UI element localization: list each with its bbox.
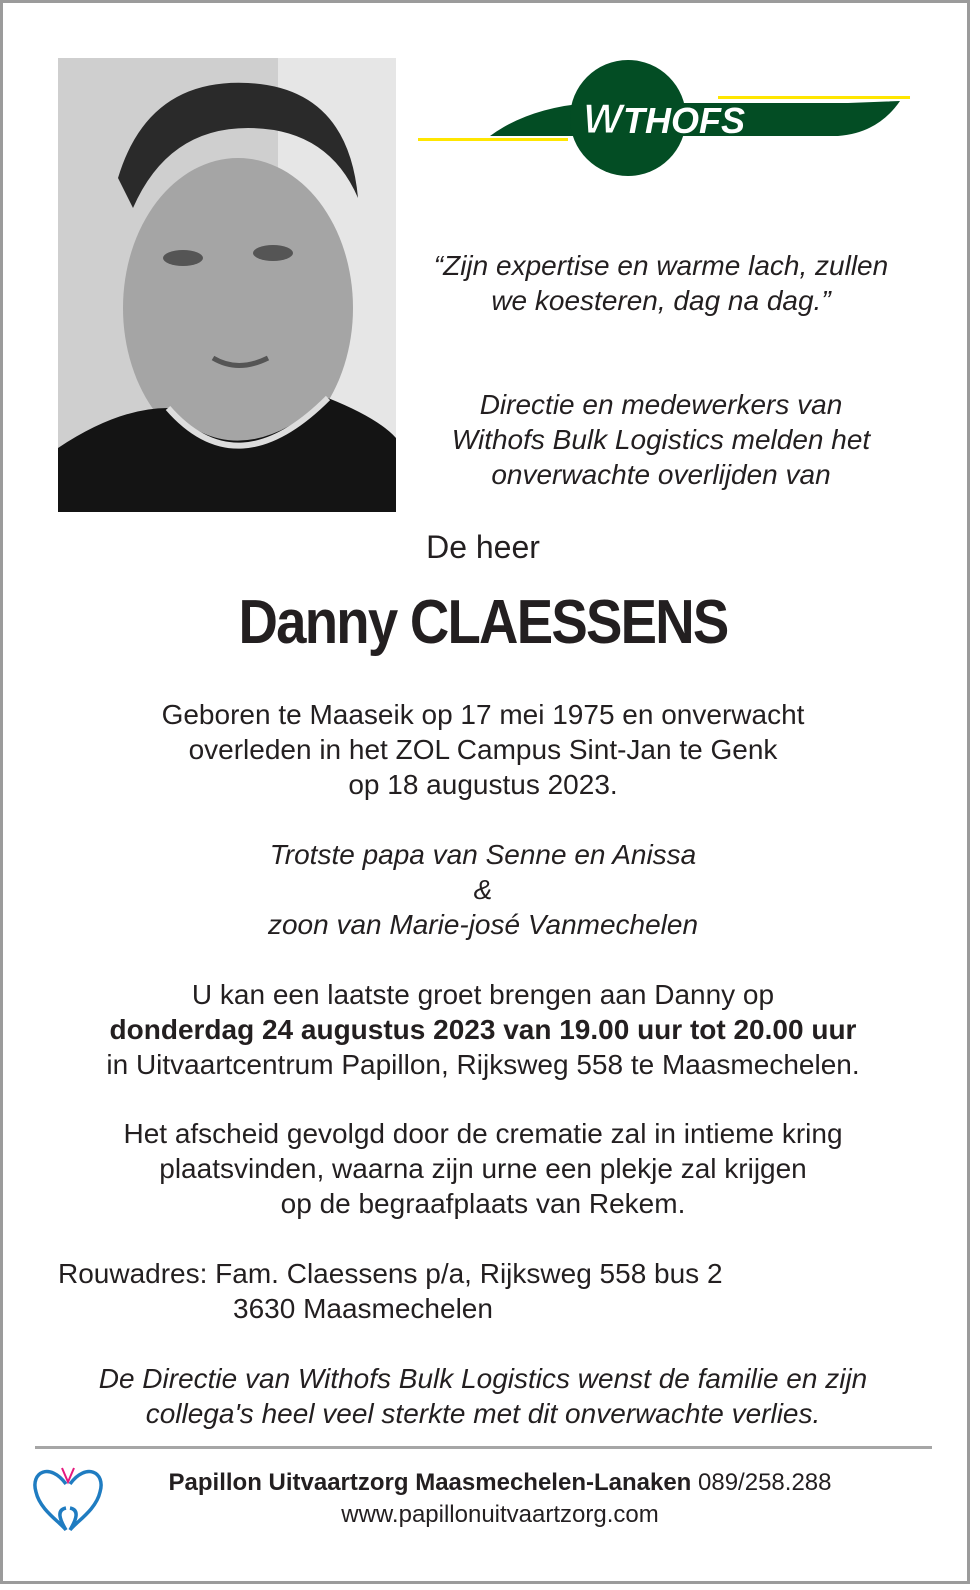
- portrait-photo: [58, 58, 396, 512]
- papillon-butterfly-icon: [30, 1462, 110, 1540]
- withofs-logo: [418, 58, 910, 178]
- quote-line: we koesteren, dag na dag.”: [491, 285, 831, 316]
- announcement-line: onverwachte overlijden van: [491, 459, 831, 490]
- farewell-line: plaatsvinden, waarna zijn urne een plekje zal krijgen: [159, 1153, 807, 1184]
- salutation: De heer: [426, 529, 540, 565]
- family-line: &: [473, 874, 493, 905]
- funeral-home-name: Papillon Uitvaartzorg Maasmechelen-Lanaken: [168, 1469, 692, 1496]
- family-line: Trotste papa van Senne en Anissa: [269, 839, 697, 870]
- farewell-line: op de begraafplaats van Rekem.: [280, 1188, 686, 1219]
- svg-text:THOFS: THOFS: [623, 100, 745, 141]
- family-line: zoon van Marie-josé Vanmechelen: [267, 909, 699, 940]
- closing-line: collega's heel veel sterkte met dit onverwachte verlies.: [145, 1398, 821, 1429]
- closing-line: De Directie van Withofs Bulk Logistics wenst de familie en zijn: [98, 1363, 868, 1394]
- announcement: [410, 387, 912, 492]
- farewell-line: Het afscheid gevolgd door de crematie zal in intieme kring: [123, 1118, 843, 1149]
- visit-line: U kan een laatste groet brengen aan Danny op: [191, 979, 775, 1010]
- visit-date: donderdag 24 augustus 2023 van 19.00 uur tot 20.00 uur: [109, 1014, 857, 1045]
- mourning-address: [58, 1256, 723, 1326]
- visit-line: in Uitvaartcentrum Papillon, Rijksweg 558 te Maasmechelen.: [106, 1049, 860, 1080]
- address-line: Rouwadres: Fam. Claessens p/a, Rijksweg 558 bus 2: [58, 1258, 723, 1289]
- svg-text:W: W: [583, 95, 623, 142]
- closing-message: [0, 1361, 966, 1431]
- divider: [35, 1446, 932, 1449]
- visitation: [0, 977, 966, 1082]
- family: [0, 837, 966, 942]
- deceased-name: Danny CLAESSENS: [238, 588, 728, 657]
- address-line: 3630 Maasmechelen: [233, 1293, 493, 1324]
- announcement-line: Withofs Bulk Logistics melden het: [451, 424, 871, 455]
- funeral-home-line: [130, 1468, 870, 1498]
- funeral-home-website[interactable]: www.papillonuitvaartzorg.com: [341, 1501, 659, 1528]
- funeral-home-phone: 089/258.288: [698, 1469, 832, 1496]
- info-line: Geboren te Maaseik op 17 mei 1975 en onverwacht: [161, 699, 805, 730]
- quote: [410, 248, 912, 318]
- announcement-line: Directie en medewerkers van: [479, 389, 843, 420]
- birth-death-info: [0, 697, 966, 802]
- info-line: overleden in het ZOL Campus Sint-Jan te Genk: [188, 734, 778, 765]
- quote-line: “Zijn expertise en warme lach, zullen: [433, 250, 889, 281]
- farewell: [0, 1116, 966, 1221]
- info-line: op 18 augustus 2023.: [348, 769, 618, 800]
